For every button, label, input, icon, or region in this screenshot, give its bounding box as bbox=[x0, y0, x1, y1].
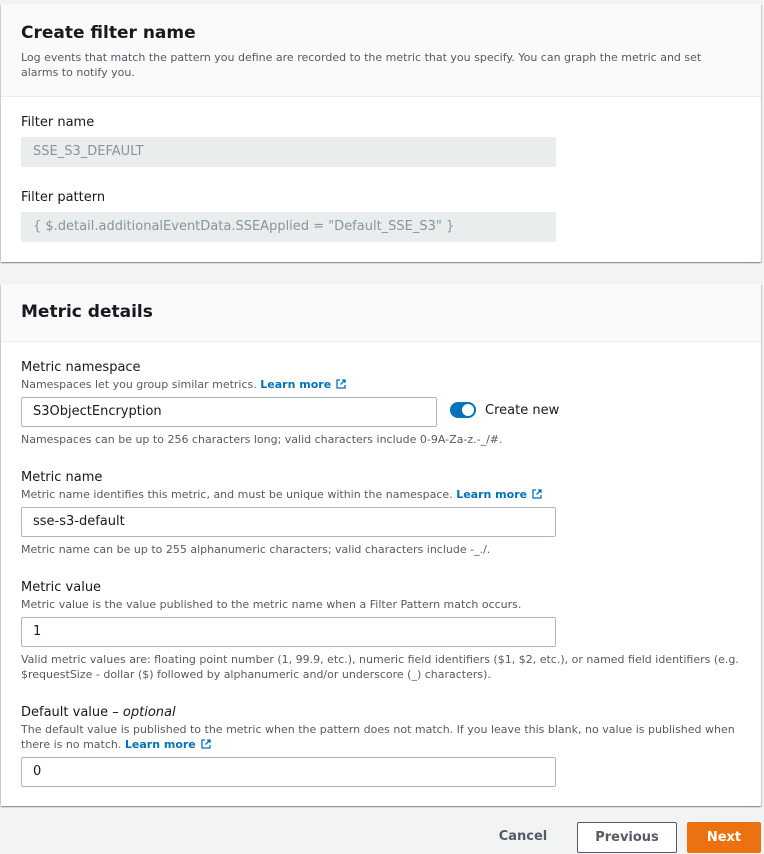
metric-panel-title: Metric details bbox=[21, 302, 153, 322]
filter-pattern-label: Filter pattern bbox=[21, 190, 106, 205]
metric-value-constraint-line1: Valid metric values are: floating point number (1, 99.9, etc.), numeric field identifiers ($1, $2, etc.), or named field identifiers (e.g. bbox=[21, 653, 739, 666]
default-value-learn-more-link[interactable] bbox=[125, 738, 211, 751]
metric-name-learn-more-link[interactable] bbox=[456, 488, 542, 501]
namespace-learn-more-link[interactable] bbox=[260, 378, 346, 391]
default-value-label-text: Default value bbox=[21, 705, 109, 720]
metric-name-input[interactable]: sse-s3-default bbox=[21, 507, 556, 537]
default-value-input[interactable]: 0 bbox=[21, 757, 556, 787]
metric-name-description bbox=[21, 487, 542, 503]
default-value-learn-more-text: Learn more bbox=[124, 738, 196, 751]
toggle-knob bbox=[462, 404, 474, 416]
default-value-description-line2-row bbox=[21, 737, 735, 753]
cancel-button[interactable]: Cancel bbox=[498, 829, 548, 844]
filter-name-label: Filter name bbox=[21, 115, 95, 130]
metric-value-constraint-line2: $requestSize - dollar ($) followed by alphanumeric and/or underscore (_) characters). bbox=[21, 668, 491, 681]
previous-button[interactable]: Previous bbox=[577, 822, 677, 853]
metric-namespace-constraint: Namespaces can be up to 256 characters long; valid characters include 0-9A-Za-z.-_/#. bbox=[21, 433, 503, 446]
metric-value-input[interactable]: 1 bbox=[21, 617, 556, 647]
metric-panel-header bbox=[1, 284, 761, 342]
namespace-learn-more-text: Learn more bbox=[260, 378, 332, 391]
metric-name-label: Metric name bbox=[21, 470, 103, 485]
metric-name-description-text: Metric name identifies this metric, and must be unique within the namespace. bbox=[21, 488, 453, 501]
metric-namespace-description-text: Namespaces let you group similar metrics. bbox=[21, 378, 257, 391]
external-link-icon bbox=[532, 488, 542, 503]
metric-namespace-description bbox=[21, 377, 346, 393]
metric-details-panel bbox=[1, 284, 761, 806]
default-value-optional: optional bbox=[122, 705, 176, 720]
metric-name-learn-more-text: Learn more bbox=[456, 488, 528, 501]
filter-panel-description: Log events that match the pattern you define are recorded to the metric that you specify. You can graph the metric and set alarms to notify you. bbox=[21, 51, 702, 79]
filter-panel-header bbox=[1, 4, 761, 97]
create-new-toggle[interactable] bbox=[450, 402, 476, 418]
metric-namespace-label: Metric namespace bbox=[21, 360, 141, 375]
metric-value-label: Metric value bbox=[21, 580, 102, 595]
default-value-label bbox=[21, 704, 176, 721]
external-link-icon bbox=[201, 738, 211, 753]
metric-value-constraint bbox=[21, 652, 739, 682]
default-value-description-line1: The default value is published to the metric when the pattern does not match. If you leave this blank, no value is published when bbox=[21, 723, 735, 736]
filter-name-input[interactable]: SSE_S3_DEFAULT bbox=[21, 137, 556, 167]
metric-name-constraint: Metric name can be up to 255 alphanumeric characters; valid characters include -_./. bbox=[21, 543, 491, 556]
metric-namespace-input[interactable]: S3ObjectEncryption bbox=[21, 397, 437, 427]
create-new-label: Create new bbox=[485, 403, 560, 418]
default-value-label-separator: – bbox=[108, 705, 123, 720]
next-button[interactable]: Next bbox=[687, 822, 761, 853]
filter-pattern-input[interactable]: { $.detail.additionalEventData.SSEApplied = "Default_SSE_S3" } bbox=[21, 212, 556, 242]
filter-name-panel bbox=[1, 4, 761, 262]
metric-value-description: Metric value is the value published to the metric name when a Filter Pattern match occurs. bbox=[21, 598, 522, 611]
default-value-description bbox=[21, 722, 735, 753]
default-value-description-line2: there is no match. bbox=[21, 738, 122, 751]
filter-panel-title: Create filter name bbox=[21, 23, 196, 43]
external-link-icon bbox=[336, 378, 346, 393]
